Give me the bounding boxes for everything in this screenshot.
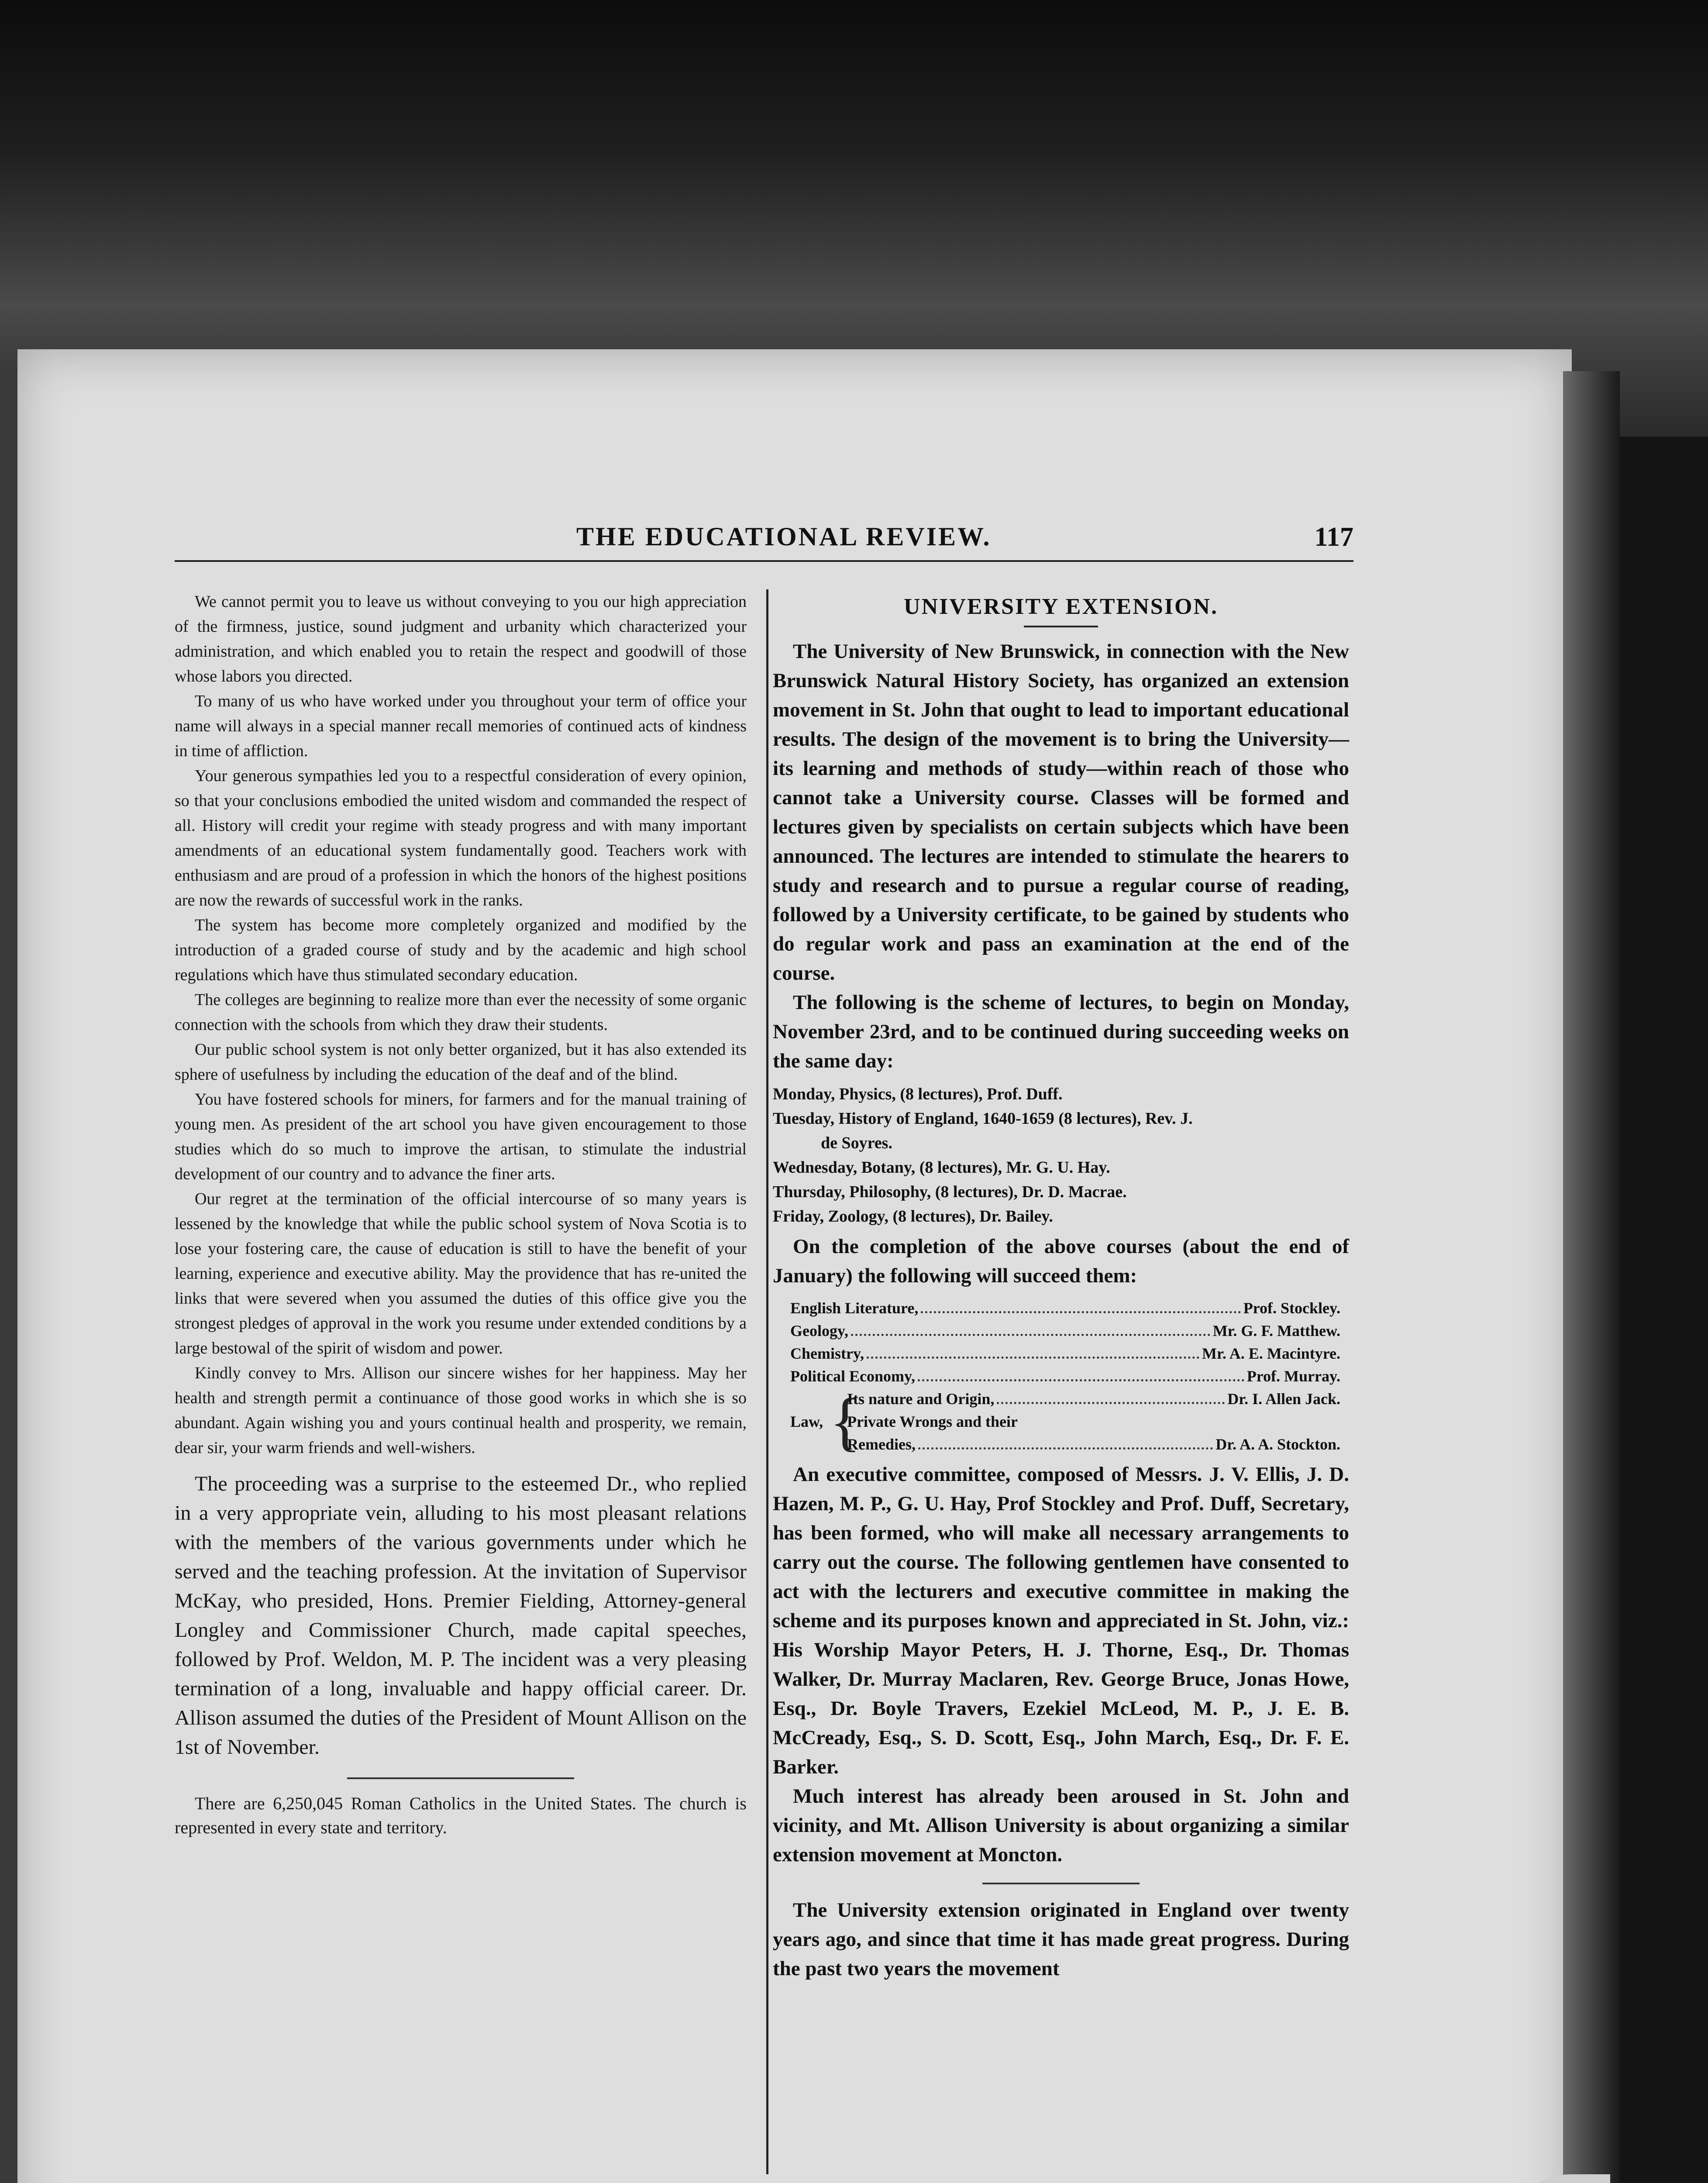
paragraph: Kindly convey to Mrs. Allison our sincere wishes for her happiness. May her health and strength permit a continuance of those good works in which she is so abundant. Again wishing you and yours continual health and prosperity, we remain, dear sir, your warm friends and well-wishers. (175, 1364, 747, 1457)
course-row (847, 1433, 1340, 1456)
course-row (790, 1319, 1340, 1342)
dot-leader (921, 1297, 1240, 1313)
course-professor: Prof. Murray. (1247, 1367, 1340, 1385)
committee-paragraph: An executive committee, composed of Messrs. J. V. Ellis, J. D. Hazen, M. P., G. U. Hay, Prof Stockley and Prof. Duff, Secretary, has been formed, who will make all necessary arrangements to carry out the course. The following gentlemen have consented to act with the lecturers and executive committee in making the scheme and its purposes known and appreciated in St. John, viz.: His Worship Mayor Peters, H. J. Thorne, Esq., Dr. Thomas Walker, Dr. Murray Maclaren, Rev. George Bruce, Jonas Howe, Esq., Dr. Boyle Travers, Ezekiel McLeod, M. P., J. E. B. McCready, Esq., S. D. Scott, Esq., John March, Esq., Dr. F. E. Barker. (773, 1463, 1349, 1778)
right-column (773, 594, 1349, 1983)
title-rule (1024, 626, 1098, 627)
course-professor: Mr. G. F. Matthew. (1212, 1322, 1340, 1339)
lecture-schedule (773, 1082, 1349, 1229)
course-row (790, 1365, 1340, 1388)
course-professor: Mr. A. E. Macintyre. (1202, 1345, 1340, 1362)
intro-paragraph: The University of New Brunswick, in connection with the New Brunswick Natural History Society, has organized an extension movement in St. John that ought to lead to important educational results. The design of the movement is to bring the University—its learning and methods of study—within reach of those who cannot take a University course. Classes will be formed and lectures given by specialists on certain subjects which have been announced. The lectures are intended to stimulate the hearers to study and research and to pursue a regular course of reading, followed by a University certificate, to be gained by students who do regular work and pass an examination at the end of the course. (773, 640, 1349, 985)
schedule-line: Tuesday, History of England, 1640-1659 (8 lectures), Rev. J. (773, 1109, 1193, 1128)
paragraph: Our public school system is not only better organized, but it has also extended its sphere of usefulness by including the education of the deaf and of the blind. (175, 1040, 747, 1084)
paragraph: Your generous sympathies led you to a respectful consideration of every opinion, so that your conclusions embodied the united wisdom and commanded the respect of all. History will credit your regime with steady progress and with many important amendments of an educational system fundamentally good. Teachers work with enthusiasm and are proud of a profession in which the honors of the highest positions are now the rewards of successful work in the ranks. (175, 767, 747, 909)
course-name: Chemistry, (790, 1345, 864, 1362)
course-row (847, 1410, 1340, 1433)
paragraph: We cannot permit you to leave us without conveying to you our high appreciation of the firmness, justice, sound judgment and urbanity which characterized your administration, and which enabled you to retain the respect and goodwill of those whose labors you directed. (175, 592, 747, 685)
course-row (790, 1297, 1340, 1319)
course-name: Geology, (790, 1322, 848, 1339)
dot-leader (867, 1342, 1199, 1359)
law-items (847, 1388, 1340, 1456)
schedule-line: Monday, Physics, (8 lectures), Prof. Duff. (773, 1085, 1063, 1103)
paragraph: Our regret at the termination of the official intercourse of so many years is lessened by the knowledge that while the public school system of Nova Scotia is to lose your fostering care, the cause of education is still to have the benefit of your learning, experience and executive ability. May the providence that has re-united the links that were severed when you assumed the duties of this office give you the strongest pledges of approval in the work you resume under extended conditions by a large bestowal of the spirit of wisdom and power. (175, 1190, 747, 1357)
footnote-rule (347, 1777, 574, 1779)
paragraph: The colleges are beginning to realize more than ever the necessity of some organic connection with the schools from which they draw their students. (175, 991, 747, 1034)
running-title: THE EDUCATIONAL REVIEW. (576, 522, 992, 551)
page-edge-shadow (1563, 371, 1620, 2183)
course-professor: Dr. A. A. Stockton. (1216, 1436, 1340, 1453)
schedule-line: Friday, Zoology, (8 lectures), Dr. Bailey. (773, 1207, 1053, 1226)
dot-leader (918, 1365, 1244, 1381)
section-rule (982, 1883, 1140, 1884)
header-rule (175, 560, 1353, 562)
brace-icon: { (830, 1385, 861, 1458)
origin-paragraph: The University extension originated in England over twenty years ago, and since that time it has made great progress. During the past two years the movement (773, 1899, 1349, 1980)
column-divider (766, 589, 768, 2174)
course-name: English Literature, (790, 1299, 919, 1317)
interest-paragraph: Much interest has already been aroused in St. John and vicinity, and Mt. Allison University is about organizing a similar extension movement at Moncton. (773, 1785, 1349, 1866)
page-number: 117 (1314, 522, 1353, 552)
course-professor: Dr. I. Allen Jack. (1227, 1390, 1340, 1408)
closing-paragraph: The proceeding was a surprise to the esteemed Dr., who replied in a very appropriate vein, alluding to his most pleasant relations with the members of the various governments under which he served and the teaching profession. At the invitation of Supervisor McKay, who presided, Hons. Premier Fielding, Attorney-general Longley and Commissioner Church, made capital speeches, followed by Prof. Weldon, M. P. The incident was a very pleasing termination of a long, invaluable and happy official career. Dr. Allison assumed the duties of the President of Mount Allison on the 1st of November. (175, 1472, 747, 1759)
scheme-intro: The following is the scheme of lectures, to begin on Monday, November 23rd, and to be continued during succeeding weeks on the same day: (773, 991, 1349, 1072)
dot-leader (997, 1388, 1225, 1404)
course-professor: Prof. Stockley. (1243, 1299, 1340, 1317)
footnote: There are 6,250,045 Roman Catholics in the United States. The church is represented in every state and territory. (175, 1794, 747, 1837)
course-name: Its nature and Origin, (847, 1390, 995, 1408)
course-name: Political Economy, (790, 1367, 915, 1385)
schedule-line: Wednesday, Botany, (8 lectures), Mr. G. U. Hay. (773, 1158, 1110, 1177)
left-column (175, 589, 747, 1839)
page-header (175, 522, 1353, 565)
law-course-group (790, 1385, 1340, 1458)
schedule-line: Thursday, Philosophy, (8 lectures), Dr. D. Macrae. (773, 1183, 1127, 1201)
course-name: Remedies, (847, 1436, 916, 1453)
article-title: UNIVERSITY EXTENSION. (904, 594, 1218, 619)
dot-leader (918, 1433, 1213, 1450)
course-row (790, 1342, 1340, 1365)
paragraph: You have fostered schools for miners, for farmers and for the manual training of young men. As president of the art school you have given encouragement to those studies which do so much to improve the artisan, to stimulate the industrial development of our country and to advance the finer arts. (175, 1090, 747, 1183)
paragraph: To many of us who have worked under you throughout your term of office your name will always in a special manner recall memories of continued acts of kindness in time of affliction. (175, 692, 747, 760)
course-row (847, 1388, 1340, 1410)
paragraph: The system has become more completely organized and modified by the introduction of a graded course of study and by the academic and high school regulations which have thus stimulated secondary education. (175, 916, 747, 984)
completion-intro: On the completion of the above courses (about the end of January) the following will succeed them: (773, 1235, 1349, 1287)
course-list (790, 1297, 1340, 1456)
law-label: Law, (790, 1413, 823, 1430)
schedule-line-continuation: de Soyres. (821, 1134, 892, 1152)
dot-leader (851, 1319, 1210, 1336)
course-name: Private Wrongs and their (847, 1413, 1018, 1430)
